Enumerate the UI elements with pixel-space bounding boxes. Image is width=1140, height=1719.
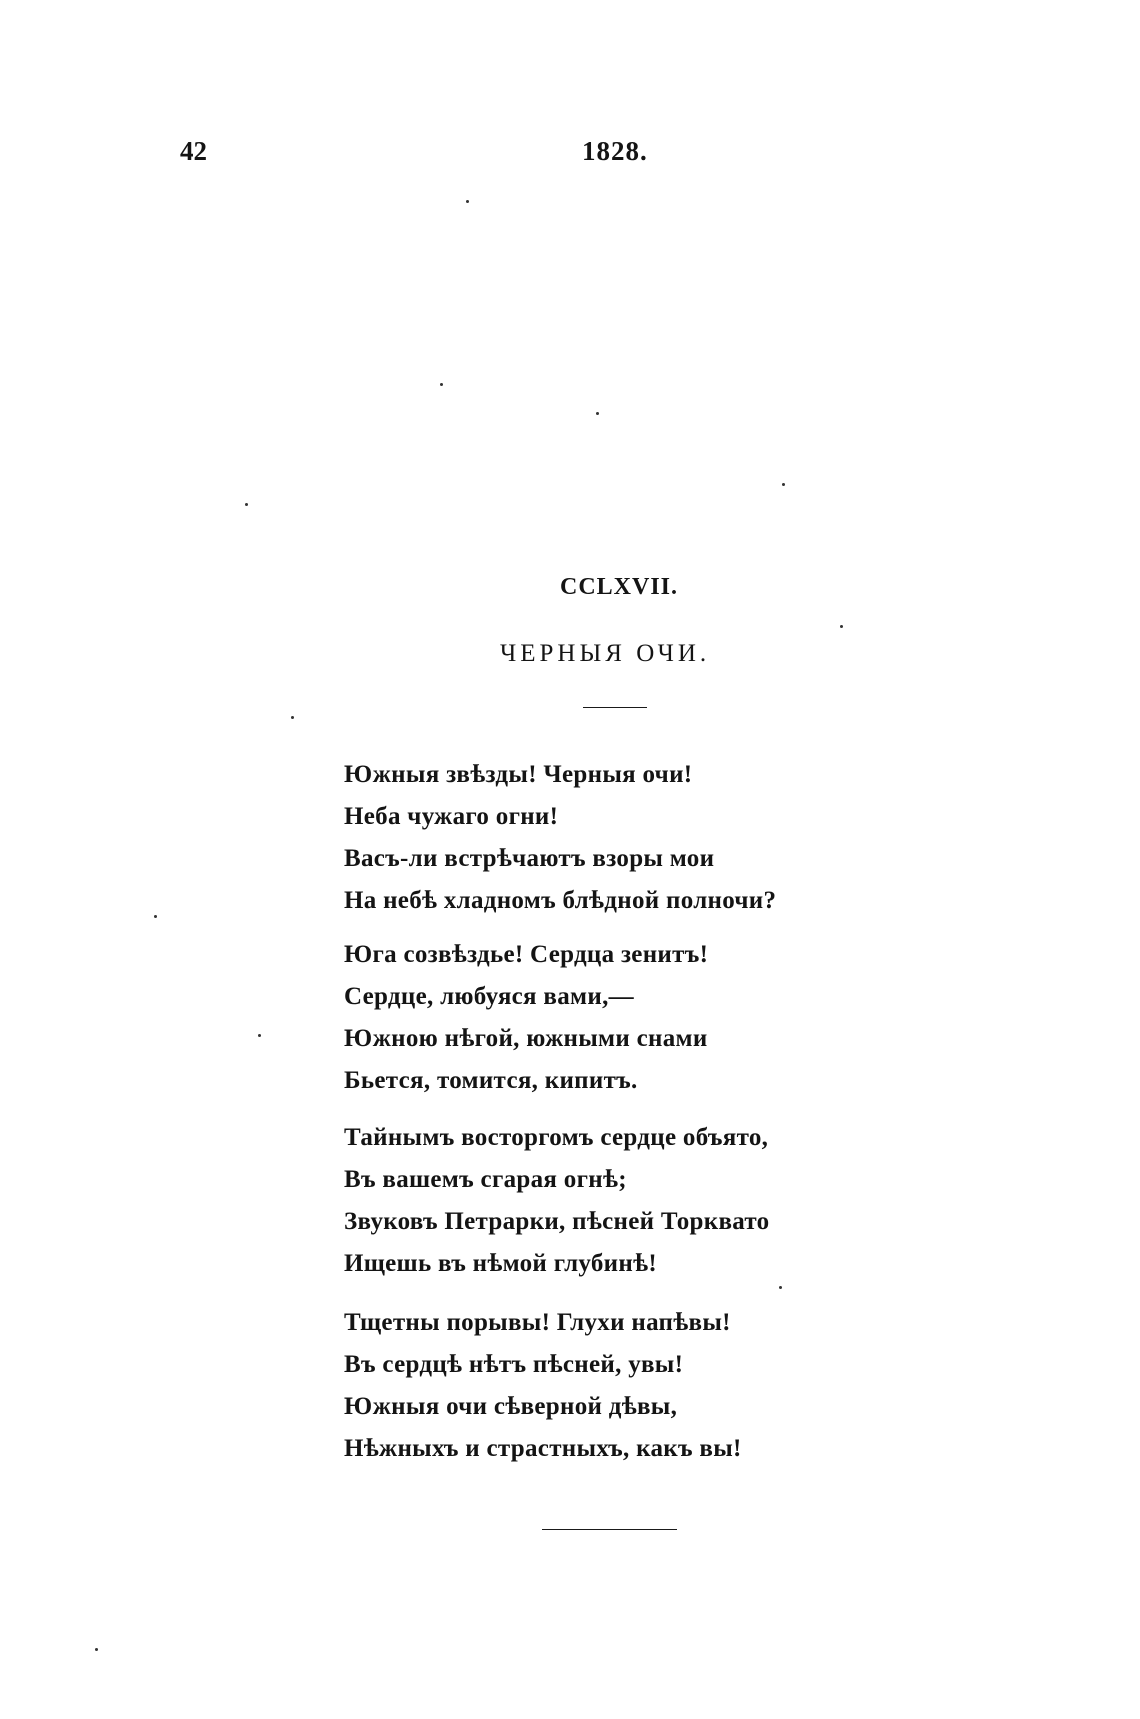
verse-line: Сердце, любуяся вами,—: [344, 983, 634, 1010]
scan-speck: [596, 412, 599, 415]
verse-line: Бьется, томится, кипитъ.: [344, 1067, 638, 1094]
scan-speck: [782, 483, 785, 486]
poem-number: CCLXVII.: [560, 574, 679, 600]
verse-line: Тайнымъ восторгомъ сердце объято,: [344, 1124, 769, 1151]
verse-line: Звуковъ Петрарки, пѣсней Торквато: [344, 1208, 770, 1235]
poem-title: ЧЕРНЫЯ ОЧИ.: [500, 640, 711, 667]
stanza-4: [344, 1302, 742, 1470]
scan-speck: [258, 1034, 261, 1037]
scan-speck: [779, 1286, 782, 1289]
page-number: 42: [180, 136, 207, 166]
verse-line: Южныя очи сѣверной дѣвы,: [344, 1393, 678, 1420]
stanza-3: [344, 1117, 769, 1285]
verse-line: Южною нѣгой, южными снами: [344, 1025, 708, 1052]
scan-speck: [466, 200, 469, 203]
verse-line: Васъ-ли встрѣчаютъ взоры мои: [344, 845, 715, 872]
verse-line: Южныя звѣзды! Черныя очи!: [344, 761, 693, 788]
verse-line: Ищешь въ нѣмой глубинѣ!: [344, 1250, 658, 1277]
scan-speck: [95, 1648, 98, 1651]
end-rule: [542, 1529, 677, 1530]
verse-line: Нѣжныхъ и страстныхъ, какъ вы!: [344, 1435, 742, 1462]
scan-speck: [440, 383, 443, 386]
scan-speck: [291, 716, 294, 719]
verse-line: Въ сердцѣ нѣтъ пѣсней, увы!: [344, 1351, 684, 1378]
stanza-1: [344, 754, 776, 922]
stanza-2: [344, 934, 708, 1102]
scan-speck: [245, 503, 248, 506]
title-rule: [583, 707, 647, 708]
verse-line: На небѣ хладномъ блѣдной полночи?: [344, 887, 777, 914]
verse-line: Тщетны порывы! Глухи напѣвы!: [344, 1309, 731, 1336]
scan-speck: [154, 915, 157, 918]
verse-line: Неба чужаго огни!: [344, 803, 559, 830]
verse-line: Юга созвѣздье! Сердца зенитъ!: [344, 941, 709, 968]
running-head-year: 1828.: [582, 136, 648, 166]
verse-line: Въ вашемъ сгарая огнѣ;: [344, 1166, 627, 1193]
scan-speck: [840, 625, 843, 628]
